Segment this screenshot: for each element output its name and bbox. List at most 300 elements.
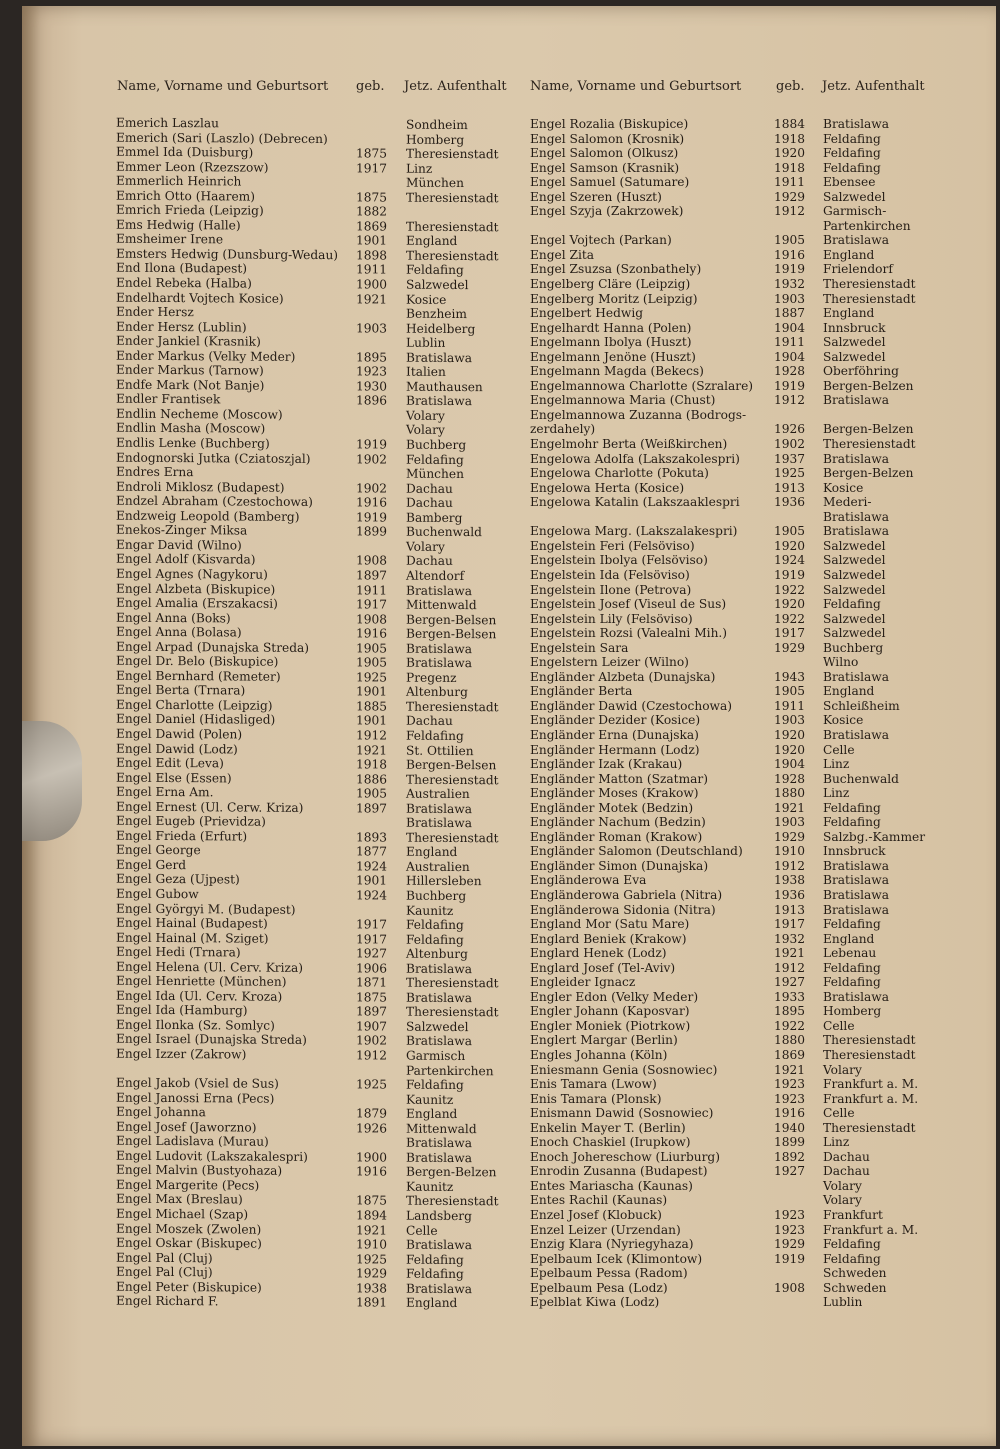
entry-year: 1927 — [774, 975, 806, 990]
entry-name: Engel Hainal (Budapest) — [116, 915, 268, 931]
entry-year: 1905 — [356, 641, 388, 656]
entry-year: 1912 — [356, 728, 388, 743]
entry-name: Englard Beniek (Krakow) — [530, 931, 687, 946]
entry-place: England — [823, 247, 875, 262]
entry-year: 1923 — [774, 1091, 806, 1106]
entry-name: Engelstein Ibolya (Felsöviso) — [530, 553, 708, 568]
list-item — [530, 219, 970, 234]
entry-place: Feldafing — [823, 960, 881, 975]
entry-year: 1925 — [356, 670, 388, 685]
entry-year: 1932 — [774, 931, 806, 946]
entry-year: 1871 — [356, 975, 388, 990]
list-item — [530, 772, 970, 787]
entry-year: 1919 — [774, 262, 806, 277]
entry-place: Feldafing — [406, 452, 464, 467]
entry-name: Engelowa Adolfa (Lakszakolespri) — [530, 451, 740, 466]
entry-place: Volary — [406, 408, 445, 423]
list-item — [530, 670, 970, 685]
entry-name: Enrodin Zusanna (Budapest) — [530, 1164, 708, 1179]
list-item — [530, 190, 970, 205]
entry-year: 1918 — [356, 757, 388, 772]
entry-place: Australien — [406, 786, 470, 802]
entry-place: Dachau — [823, 1149, 870, 1164]
entry-year: 1929 — [356, 1266, 388, 1281]
entry-name: Engel Agnes (Nagykoru) — [116, 566, 268, 582]
entry-name: Engel Anna (Boks) — [116, 610, 231, 626]
entry-place: Theresienstadt — [823, 1120, 916, 1135]
entry-place: Bratislawa — [823, 902, 889, 917]
entry-year: 1903 — [774, 291, 806, 306]
entry-name: Engelmann Jenöne (Huszt) — [530, 349, 696, 364]
list-item — [530, 262, 970, 277]
entry-year: 1937 — [774, 451, 806, 466]
entry-place: Bratislawa — [823, 524, 889, 539]
entry-place: England — [823, 684, 875, 699]
entry-place: Salzwedel — [823, 189, 886, 204]
list-item — [530, 932, 970, 947]
entry-place: Partenkirchen — [823, 218, 911, 233]
entry-place: Dachau — [406, 495, 453, 511]
entry-year: 1923 — [774, 1222, 806, 1237]
list-item — [530, 728, 970, 743]
entry-place: Garmisch- — [823, 204, 887, 219]
entry-year: 1895 — [774, 1004, 806, 1019]
entry-year: 1912 — [774, 393, 806, 408]
entry-year: 1905 — [356, 786, 388, 801]
entry-year: 1919 — [356, 510, 388, 525]
entry-name: Endel Rebeka (Halba) — [116, 275, 252, 291]
entry-name: Engel Györgyi M. (Budapest) — [116, 901, 296, 917]
entry-place: Altendorf — [406, 568, 465, 584]
entry-year: 1916 — [774, 1106, 806, 1121]
entry-year: 1925 — [356, 1077, 388, 1092]
list-item — [530, 379, 970, 394]
entry-name: Engländer Salomon (Deutschland) — [530, 844, 743, 859]
entry-name: Engländer Simon (Dunajska) — [530, 858, 709, 873]
entry-year: 1891 — [356, 1295, 388, 1310]
entry-name: Engel Charlotte (Leipzig) — [116, 697, 273, 713]
list-item — [530, 1004, 970, 1019]
entry-place: Dachau — [406, 714, 453, 729]
entry-name: Epelbaum Pessa (Radom) — [530, 1266, 688, 1281]
entry-place: Italien — [406, 364, 446, 380]
entry-place: Feldafing — [406, 728, 464, 744]
entry-name: Engelbert Hedwig — [530, 306, 644, 321]
entry-place: Frankfurt — [823, 1208, 883, 1223]
entry-name: Enkelin Mayer T. (Berlin) — [530, 1120, 686, 1135]
entry-place: Bratislawa — [823, 669, 889, 684]
entry-place: Feldafing — [823, 815, 881, 830]
entry-name: Engel Hedi (Trnara) — [116, 944, 241, 960]
entry-name: Engländer Dezider (Kosice) — [530, 713, 701, 728]
list-item — [530, 1281, 970, 1296]
entry-name: Engel Edit (Leva) — [116, 755, 224, 771]
list-item — [530, 568, 970, 583]
entry-name: Engel Johanna — [116, 1104, 206, 1120]
entry-year: 1922 — [774, 611, 806, 626]
right-header-place: Jetz. Aufenthalt — [822, 79, 925, 94]
entry-name: Englard Henek (Lodz) — [530, 946, 667, 961]
entry-year: 1896 — [356, 393, 388, 408]
entry-place: Mittenwald — [406, 597, 477, 613]
entry-place: Salzbg.-Kammer — [823, 829, 926, 844]
entry-year: 1911 — [356, 582, 388, 598]
entry-place: Feldafing — [823, 146, 881, 161]
list-item — [530, 1033, 970, 1048]
entry-name: Engel Henriette (München) — [116, 973, 287, 990]
list-item — [530, 1237, 970, 1252]
entry-year: 1922 — [774, 582, 806, 597]
entry-year: 1905 — [356, 655, 388, 670]
entry-name: Engel Dr. Belo (Biskupice) — [116, 653, 279, 670]
entry-name: Engelstein Lily (Felsöviso) — [530, 611, 693, 626]
entry-place: Bratislawa — [823, 989, 889, 1004]
entry-place: Kaunitz — [406, 903, 454, 918]
list-item — [530, 844, 970, 859]
list-item — [530, 641, 970, 656]
entry-place: München — [406, 466, 464, 482]
entry-place: Bergen-Belsen — [406, 626, 497, 642]
list-item — [530, 437, 970, 452]
list-item — [530, 757, 970, 772]
entry-name: zerdahely) — [530, 422, 596, 437]
entry-name: Engel Ida (Ul. Cerv. Kroza) — [116, 988, 283, 1004]
entry-name: Ems Hedwig (Halle) — [116, 217, 241, 233]
entry-name: Engelowa Katalin (Lakszaaklespri — [530, 495, 740, 510]
entry-year: 1910 — [774, 844, 806, 859]
list-item — [530, 1295, 970, 1310]
entry-name: Engel Berta (Trnara) — [116, 682, 246, 698]
list-item — [530, 321, 970, 336]
entry-name: Emrich Frieda (Leipzig) — [116, 202, 264, 218]
entry-name: Endroli Miklosz (Budapest) — [116, 479, 285, 495]
entry-year: 1911 — [774, 335, 806, 350]
entry-year: 1908 — [774, 1280, 806, 1295]
entry-year: 1892 — [774, 1149, 806, 1164]
entry-year: 1940 — [774, 1120, 806, 1135]
list-item — [530, 132, 970, 147]
entry-name: Engel Gerd — [116, 857, 187, 873]
list-item — [530, 583, 970, 598]
entry-name: Engländerowa Gabriela (Nitra) — [530, 887, 723, 902]
entry-year: 1938 — [774, 873, 806, 888]
entry-name: Engländer Berta — [530, 684, 633, 699]
entry-name: Engelmann Magda (Bekecs) — [530, 364, 704, 379]
entry-place: Schleißheim — [823, 698, 900, 713]
entry-name: End Ilona (Budapest) — [116, 261, 248, 277]
entry-name: Engländer Izak (Krakau) — [530, 757, 683, 772]
entry-name: Engelmannowa Maria (Chust) — [530, 393, 716, 408]
entry-name: Engel Samuel (Satumare) — [530, 175, 690, 190]
entry-place: Dachau — [406, 481, 453, 496]
entry-year: 1923 — [356, 364, 388, 379]
entry-place: Lebenau — [823, 946, 877, 961]
list-item — [530, 830, 970, 845]
entry-place: England — [406, 1295, 458, 1311]
entry-place: Feldafing — [823, 1251, 881, 1266]
entry-place: Bamberg — [406, 510, 463, 525]
entry-name: Emmer Leon (Rzezszow) — [116, 159, 269, 175]
entry-name: Engel Geza (Ujpest) — [116, 872, 240, 887]
entry-name: Engel Richard F. — [116, 1293, 219, 1309]
entry-name: Engel Dawid (Polen) — [116, 726, 243, 742]
entry-place: Kosice — [406, 292, 447, 307]
entry-name: Enis Tamara (Plonsk) — [530, 1091, 662, 1106]
entry-place: Theresienstadt — [406, 1005, 499, 1020]
entry-name: Endlin Necheme (Moscow) — [116, 406, 283, 422]
entry-name: Emrich Otto (Haarem) — [116, 188, 255, 204]
entry-name: Engel Else (Essen) — [116, 770, 232, 786]
list-item — [530, 684, 970, 699]
list-item — [530, 699, 970, 714]
entry-year: 1913 — [774, 902, 806, 917]
entry-name: Engel Ernest (Ul. Cerw. Kriza) — [116, 799, 304, 815]
entry-place: Volary — [406, 539, 445, 554]
entry-name: Engel Rozalia (Biskupice) — [530, 117, 689, 131]
entry-name: Engel Israel (Dunajska Streda) — [116, 1032, 307, 1048]
entry-name: Engel Ladislava (Murau) — [116, 1133, 269, 1149]
entry-year: 1903 — [774, 713, 806, 728]
list-item — [530, 335, 970, 350]
entry-place: Pregenz — [406, 670, 457, 685]
entry-year: 1933 — [774, 989, 806, 1004]
entry-year: 1899 — [356, 524, 388, 539]
entry-place: Bratislawa — [823, 393, 889, 408]
entry-place: Wilno — [823, 655, 859, 670]
entry-name: Engel Alzbeta (Biskupice) — [116, 581, 276, 597]
entry-place: Volary — [823, 1193, 862, 1208]
entry-name: Engel Amalia (Erszakacsi) — [116, 595, 278, 611]
entry-year: 1900 — [356, 1150, 388, 1165]
entry-name: Engler Johann (Kaposvar) — [530, 1004, 690, 1019]
entry-place: Theresienstadt — [406, 699, 499, 715]
entry-name: Engelowa Marg. (Lakszalakespri) — [530, 524, 738, 539]
list-item — [530, 495, 970, 510]
entry-place: Partenkirchen — [406, 1063, 494, 1078]
entry-year: 1913 — [774, 480, 806, 495]
entry-name: Engel Bernhard (Remeter) — [116, 668, 281, 684]
entry-year: 1921 — [356, 1222, 388, 1238]
entry-place: Theresienstadt — [406, 190, 499, 206]
entry-place: Bratislawa — [406, 815, 472, 831]
entry-year: 1875 — [356, 190, 388, 205]
entry-place: Schweden — [823, 1280, 887, 1295]
entry-place: Celle — [823, 1018, 855, 1033]
entry-place: Salzwedel — [406, 277, 469, 293]
list-item — [116, 1294, 506, 1311]
entry-place: Celle — [823, 1106, 855, 1121]
entry-place: Theresienstadt — [823, 437, 916, 452]
entry-name: Emsheimer Irene — [116, 232, 224, 247]
entry-name: Englard Josef (Tel-Aviv) — [530, 960, 676, 975]
entry-name: Engel Pal (Cluj) — [116, 1264, 213, 1280]
list-item — [530, 1164, 970, 1179]
entry-place: Bratislawa — [406, 1237, 472, 1253]
entry-name: Engelstein Rozsi (Valealni Mih.) — [530, 626, 728, 641]
right-header-name: Name, Vorname und Geburtsort — [530, 79, 742, 94]
list-item — [530, 859, 970, 874]
entry-name: Epelblat Kiwa (Lodz) — [530, 1295, 660, 1310]
entry-place: Bergen-Belsen — [406, 757, 497, 773]
entry-place: England — [406, 1106, 458, 1122]
entry-name: Engelstein Sara — [530, 640, 629, 655]
entry-name: Engel Izzer (Zakrow) — [116, 1046, 247, 1062]
entry-place: England — [406, 234, 458, 249]
entry-place: Homberg — [823, 1004, 882, 1019]
entry-year: 1926 — [774, 422, 806, 437]
entry-name: Engel Oskar (Biskupec) — [116, 1235, 262, 1251]
entry-place: Feldafing — [823, 800, 881, 815]
entry-year: 1912 — [356, 1048, 388, 1063]
entry-place: Celle — [406, 1223, 438, 1238]
entry-name: Endzel Abraham (Czestochowa) — [116, 493, 313, 510]
entry-year: 1923 — [774, 1077, 806, 1092]
list-item — [530, 539, 970, 554]
entry-year: 1920 — [774, 597, 806, 612]
entry-name: Engel Margerite (Pecs) — [116, 1177, 260, 1193]
entry-place: Buchenwald — [823, 771, 899, 786]
entry-name: Engel Zita — [530, 247, 595, 262]
entry-year: 1905 — [774, 684, 806, 699]
list-item — [530, 786, 970, 801]
entry-place: Bergen-Belzen — [406, 1165, 497, 1180]
entry-year: 1898 — [356, 248, 388, 263]
list-item — [530, 117, 970, 132]
entry-place: Mauthausen — [406, 379, 483, 395]
entry-place: Bratislawa — [823, 727, 889, 742]
entry-year: 1917 — [356, 917, 388, 932]
entry-year: 1902 — [356, 480, 388, 496]
entry-year: 1897 — [356, 801, 388, 816]
entry-name: Enis Tamara (Lwow) — [530, 1077, 657, 1092]
entry-name: Engel Erna Am. — [116, 784, 214, 800]
list-item — [530, 1019, 970, 1034]
entry-place: Bratislawa — [406, 1150, 472, 1165]
entry-place: Mederi- — [823, 495, 872, 510]
list-item — [530, 713, 970, 728]
entry-year: 1912 — [774, 960, 806, 975]
entry-year: 1916 — [356, 626, 388, 641]
entry-name: Engel Szeren (Huszt) — [530, 189, 662, 204]
entry-place: Theresienstadt — [823, 1033, 916, 1048]
entry-year: 1906 — [356, 961, 388, 976]
list-item — [530, 975, 970, 990]
entry-place: Volary — [823, 1062, 862, 1077]
entry-year: 1921 — [774, 1062, 806, 1077]
entry-name: Engel Moszek (Zwolen) — [116, 1221, 262, 1237]
entry-name: Engel Szyja (Zakrzowek) — [530, 204, 684, 219]
entry-name: Emmerlich Heinrich — [116, 173, 242, 189]
entry-name: Engländer Moses (Krakow) — [530, 786, 699, 801]
entry-name: Entes Mariascha (Kaunas) — [530, 1178, 693, 1193]
list-item — [530, 452, 970, 467]
entry-name: Engel Eugeb (Prievidza) — [116, 813, 266, 829]
entry-name: Epelbaum Pesa (Lodz) — [530, 1280, 668, 1295]
entry-year: 1921 — [774, 800, 806, 815]
entry-name: Engel Gubow — [116, 886, 199, 902]
entry-year: 1924 — [356, 888, 388, 903]
entry-place: Salzwedel — [406, 1019, 469, 1035]
entry-place: Feldafing — [823, 597, 881, 612]
entry-place: Buchberg — [823, 640, 884, 655]
entry-year: 1929 — [774, 829, 806, 844]
entry-place: Salzwedel — [823, 567, 886, 582]
entry-name: Englert Margar (Berlin) — [530, 1033, 678, 1048]
entry-name: Engländer Hermann (Lodz) — [530, 742, 700, 757]
entry-year: 1907 — [356, 1019, 388, 1034]
entry-place: Theresienstadt — [823, 291, 916, 306]
list-item — [530, 292, 970, 307]
list-item — [530, 277, 970, 292]
entry-place: Theresienstadt — [823, 277, 916, 292]
entry-year: 1922 — [774, 1018, 806, 1033]
entry-place: Bergen-Belzen — [823, 378, 914, 393]
entry-year: 1901 — [356, 873, 388, 888]
entry-place: Buchberg — [406, 888, 467, 904]
entry-name: Ender Markus (Velky Meder) — [116, 348, 296, 364]
entry-place: Benzheim — [406, 306, 467, 322]
list-item — [530, 161, 970, 176]
entry-year: 1920 — [774, 538, 806, 553]
entry-place: Dachau — [823, 1164, 870, 1179]
entry-name: Engel Jakob (Vsiel de Sus) — [116, 1075, 279, 1091]
entry-place: Theresienstadt — [406, 772, 499, 787]
entry-place: Frankfurt a. M. — [823, 1222, 919, 1237]
entry-year: 1887 — [774, 306, 806, 321]
entry-place: Feldafing — [406, 1266, 464, 1282]
entry-name: Engel Salomon (Krosnik) — [530, 131, 685, 146]
entry-year: 1929 — [774, 640, 806, 655]
list-item — [530, 1193, 970, 1208]
entry-name: Engel Salomon (Olkusz) — [530, 146, 679, 161]
entry-name: Emerich Laszlau — [116, 115, 219, 131]
entry-year: 1904 — [774, 757, 806, 772]
entry-place: Bratislawa — [823, 887, 889, 902]
entry-name: Eniesmann Genia (Sosnowiec) — [530, 1062, 718, 1077]
entry-name: Engel Ludovit (Lakszakalespri) — [116, 1148, 308, 1164]
list-item — [530, 1208, 970, 1223]
entry-name: Ender Markus (Tarnow) — [116, 362, 264, 378]
entry-year: 1903 — [356, 320, 388, 336]
entry-year: 1904 — [774, 320, 806, 335]
entry-year: 1927 — [774, 1164, 806, 1179]
entry-place: Kaunitz — [406, 1179, 454, 1194]
right-column-list — [530, 117, 970, 1310]
entry-name: Ender Jankiel (Krasnik) — [116, 333, 261, 349]
entry-year: 1936 — [774, 495, 806, 510]
entry-place: Theresienstadt — [406, 975, 499, 991]
entry-place: Linz — [823, 757, 850, 772]
entry-year: 1882 — [356, 204, 388, 219]
entry-year: 1924 — [774, 553, 806, 568]
entry-year: 1900 — [356, 277, 388, 292]
entry-name: Engles Johanna (Köln) — [530, 1048, 668, 1062]
entry-year: 1918 — [774, 160, 806, 175]
entry-year: 1920 — [774, 146, 806, 161]
list-item — [530, 612, 970, 627]
entry-place: Kosice — [823, 480, 864, 495]
entry-year: 1926 — [356, 1121, 388, 1136]
entry-name: Engel Josef (Jaworzno) — [116, 1119, 257, 1135]
entry-year: 1917 — [774, 626, 806, 641]
entry-place: Ebensee — [823, 175, 876, 190]
list-item — [530, 1077, 970, 1092]
entry-name: Enoch Chaskiel (Irupkow) — [530, 1135, 691, 1150]
list-item — [530, 1179, 970, 1194]
entry-name: Enekos-Zinger Miksa — [116, 522, 248, 538]
entry-place: Feldafing — [406, 1077, 464, 1093]
entry-place: Salzwedel — [823, 349, 886, 364]
